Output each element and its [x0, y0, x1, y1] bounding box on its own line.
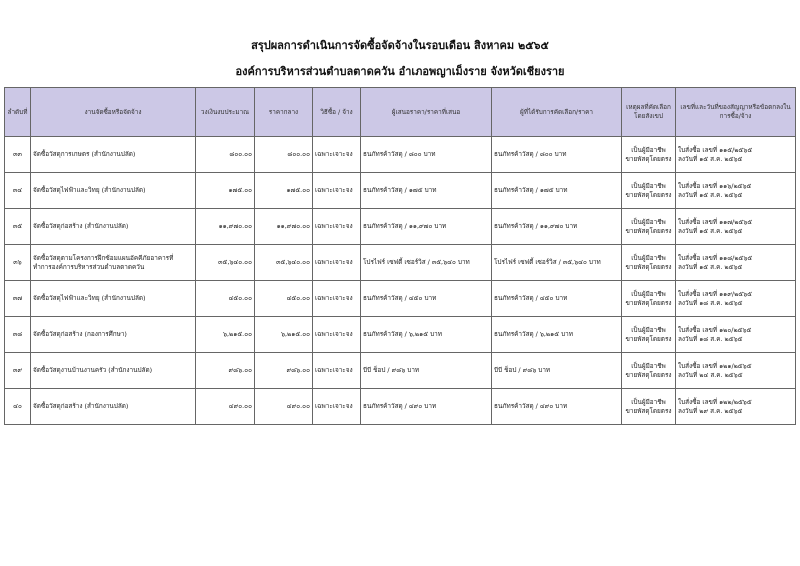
cell-winner: ธนภัทรค้าวัสดุ / ๑๗๕ บาท [492, 173, 622, 209]
cell-no: ๓๖ [5, 245, 31, 281]
cell-reason: เป็นผู้มีอาชีพ ขายพัสดุโดยตรง [622, 389, 676, 425]
table-row [5, 173, 796, 209]
cell-item: จัดซื้อวัสดุก่อสร้าง (สำนักงานปลัด) [31, 209, 196, 245]
cell-budget: ๙๘๖.๐๐ [196, 353, 255, 389]
report-title: สรุปผลการดำเนินการจัดซื้อจัดจ้างในรอบเดือน สิงหาคม ๒๕๖๕ [251, 39, 549, 52]
cell-method: เฉพาะเจาะจง [313, 173, 361, 209]
cell-reason: เป็นผู้มีอาชีพ ขายพัสดุโดยตรง [622, 173, 676, 209]
cell-no: ๓๓ [5, 137, 31, 173]
report-subtitle: องค์การบริหารส่วนตำบลตาดควัน อำเภอพญาเม็งราย จังหวัดเชียงราย [235, 65, 565, 78]
cell-budget: ๓๕,๖๔๐.๐๐ [196, 245, 255, 281]
cell-bidder: ธนภัทรค้าวัสดุ / ๖,๒๑๕ บาท [361, 317, 492, 353]
cell-median-price: ๖,๒๑๕.๐๐ [255, 317, 313, 353]
cell-bidder: ธนภัทรค้าวัสดุ / ๑๗๕ บาท [361, 173, 492, 209]
cell-reason: เป็นผู้มีอาชีพ ขายพัสดุโดยตรง [622, 245, 676, 281]
col-header-reason: เหตุผลที่คัดเลือกโดยสังเขป [622, 88, 676, 137]
cell-budget: ๔๕๐.๐๐ [196, 281, 255, 317]
cell-winner: ธนภัทรค้าวัสดุ / ๑๑,๙๗๐ บาท [492, 209, 622, 245]
cell-bidder: ธนภัทรค้าวัสดุ / ๘๐๐ บาท [361, 137, 492, 173]
cell-item: จัดซื้อวัสดุตามโครงการฝึกซ้อมแผนอัคคีภัยอาคารที่ ทำการองค์การบริหารส่วนตำบลตาดควัน [31, 245, 196, 281]
cell-contract: ใบสั่งซื้อ เลขที่ ๑๑๖/๒๕๖๕ ลงวันที่ ๑๕ ส.ค. ๒๕๖๕ [676, 173, 796, 209]
cell-method: เฉพาะเจาะจง [313, 137, 361, 173]
cell-item: จัดซื้อวัสดุไฟฟ้าและวิทยุ (สำนักงานปลัด) [31, 173, 196, 209]
cell-budget: ๔๙๐.๐๐ [196, 389, 255, 425]
cell-median-price: ๔๕๐.๐๐ [255, 281, 313, 317]
table-row [5, 317, 796, 353]
cell-no: ๓๘ [5, 317, 31, 353]
cell-item: จัดซื้อวัสดุก่อสร้าง (สำนักงานปลัด) [31, 389, 196, 425]
cell-no: ๓๕ [5, 209, 31, 245]
cell-bidder: ธนภัทรค้าวัสดุ / ๔๙๐ บาท [361, 389, 492, 425]
cell-budget: ๖,๒๑๕.๐๐ [196, 317, 255, 353]
cell-budget: ๑๑,๙๗๐.๐๐ [196, 209, 255, 245]
cell-contract: ใบสั่งซื้อ เลขที่ ๑๑๕/๒๕๖๕ ลงวันที่ ๑๕ ส.ค. ๒๕๖๕ [676, 137, 796, 173]
table-row [5, 389, 796, 425]
cell-contract: ใบสั่งซื้อ เลขที่ ๑๑๗/๒๕๖๕ ลงวันที่ ๑๕ ส.ค. ๒๕๖๕ [676, 209, 796, 245]
table-row [5, 281, 796, 317]
cell-method: เฉพาะเจาะจง [313, 209, 361, 245]
table-header-row [5, 88, 796, 137]
procurement-table [4, 87, 796, 425]
cell-reason: เป็นผู้มีอาชีพ ขายพัสดุโดยตรง [622, 137, 676, 173]
cell-contract: ใบสั่งซื้อ เลขที่ ๑๑๙/๒๕๖๕ ลงวันที่ ๑๘ ส.ค. ๒๕๖๕ [676, 281, 796, 317]
cell-bidder: โปรไฟร์ เซฟตี้ เซอร์วิส / ๓๕,๖๔๐ บาท [361, 245, 492, 281]
cell-no: ๔๐ [5, 389, 31, 425]
cell-bidder: ธนภัทรค้าวัสดุ / ๔๕๐ บาท [361, 281, 492, 317]
cell-reason: เป็นผู้มีอาชีพ ขายพัสดุโดยตรง [622, 317, 676, 353]
cell-bidder: บีบี ช็อป / ๙๘๖ บาท [361, 353, 492, 389]
col-header-median-price: ราคากลาง [255, 88, 313, 137]
table-row [5, 353, 796, 389]
cell-median-price: ๙๘๖.๐๐ [255, 353, 313, 389]
cell-budget: ๘๐๐.๐๐ [196, 137, 255, 173]
cell-budget: ๑๗๕.๐๐ [196, 173, 255, 209]
cell-median-price: ๑๑,๙๗๐.๐๐ [255, 209, 313, 245]
col-header-bidder: ผู้เสนอราคา/ราคาที่เสนอ [361, 88, 492, 137]
cell-median-price: ๔๙๐.๐๐ [255, 389, 313, 425]
cell-reason: เป็นผู้มีอาชีพ ขายพัสดุโดยตรง [622, 209, 676, 245]
cell-method: เฉพาะเจาะจง [313, 317, 361, 353]
cell-contract: ใบสั่งซื้อ เลขที่ ๑๒๑/๒๕๖๕ ลงวันที่ ๒๔ ส.ค. ๒๕๖๕ [676, 353, 796, 389]
cell-no: ๓๙ [5, 353, 31, 389]
cell-method: เฉพาะเจาะจง [313, 245, 361, 281]
cell-winner: ธนภัทรค้าวัสดุ / ๔๕๐ บาท [492, 281, 622, 317]
cell-median-price: ๑๗๕.๐๐ [255, 173, 313, 209]
cell-winner: ธนภัทรค้าวัสดุ / ๘๐๐ บาท [492, 137, 622, 173]
cell-item: จัดซื้อวัสดุไฟฟ้าและวิทยุ (สำนักงานปลัด) [31, 281, 196, 317]
cell-method: เฉพาะเจาะจง [313, 353, 361, 389]
col-header-winner: ผู้ที่ได้รับการคัดเลือก/ราคา [492, 88, 622, 137]
col-header-no: ลำดับที่ [5, 88, 31, 137]
cell-reason: เป็นผู้มีอาชีพ ขายพัสดุโดยตรง [622, 353, 676, 389]
cell-median-price: ๓๕,๖๔๐.๐๐ [255, 245, 313, 281]
cell-winner: บีบี ช็อป / ๙๘๖ บาท [492, 353, 622, 389]
table-row [5, 137, 796, 173]
cell-method: เฉพาะเจาะจง [313, 389, 361, 425]
cell-winner: โปรไฟร์ เซฟตี้ เซอร์วิส / ๓๕,๖๔๐ บาท [492, 245, 622, 281]
col-header-contract: เลขที่และวันที่ของสัญญาหรือข้อตกลงในการซื้อ/จ้าง [676, 88, 796, 137]
cell-contract: ใบสั่งซื้อ เลขที่ ๑๒๐/๒๕๖๕ ลงวันที่ ๑๘ ส.ค. ๒๕๖๕ [676, 317, 796, 353]
cell-bidder: ธนภัทรค้าวัสดุ / ๑๑,๙๗๐ บาท [361, 209, 492, 245]
cell-median-price: ๘๐๐.๐๐ [255, 137, 313, 173]
cell-winner: ธนภัทรค้าวัสดุ / ๖,๒๑๕ บาท [492, 317, 622, 353]
table-row [5, 209, 796, 245]
cell-method: เฉพาะเจาะจง [313, 281, 361, 317]
col-header-method: วิธีซื้อ / จ้าง [313, 88, 361, 137]
cell-reason: เป็นผู้มีอาชีพ ขายพัสดุโดยตรง [622, 281, 676, 317]
col-header-budget: วงเงินงบประมาณ [196, 88, 255, 137]
col-header-item: งานจัดซื้อหรือจัดจ้าง [31, 88, 196, 137]
cell-item: จัดซื้อวัสดุก่อสร้าง (กองการศึกษา) [31, 317, 196, 353]
cell-contract: ใบสั่งซื้อ เลขที่ ๑๒๒/๒๕๖๕ ลงวันที่ ๒๙ ส.ค. ๒๕๖๕ [676, 389, 796, 425]
cell-no: ๓๔ [5, 173, 31, 209]
cell-winner: ธนภัทรค้าวัสดุ / ๔๙๐ บาท [492, 389, 622, 425]
table-row [5, 245, 796, 281]
cell-no: ๓๗ [5, 281, 31, 317]
cell-item: จัดซื้อวัสดุการเกษตร (สำนักงานปลัด) [31, 137, 196, 173]
cell-contract: ใบสั่งซื้อ เลขที่ ๑๑๘/๒๕๖๕ ลงวันที่ ๑๕ ส.ค. ๒๕๖๕ [676, 245, 796, 281]
cell-item: จัดซื้อวัสดุงานบ้านงานครัว (สำนักงานปลัด) [31, 353, 196, 389]
